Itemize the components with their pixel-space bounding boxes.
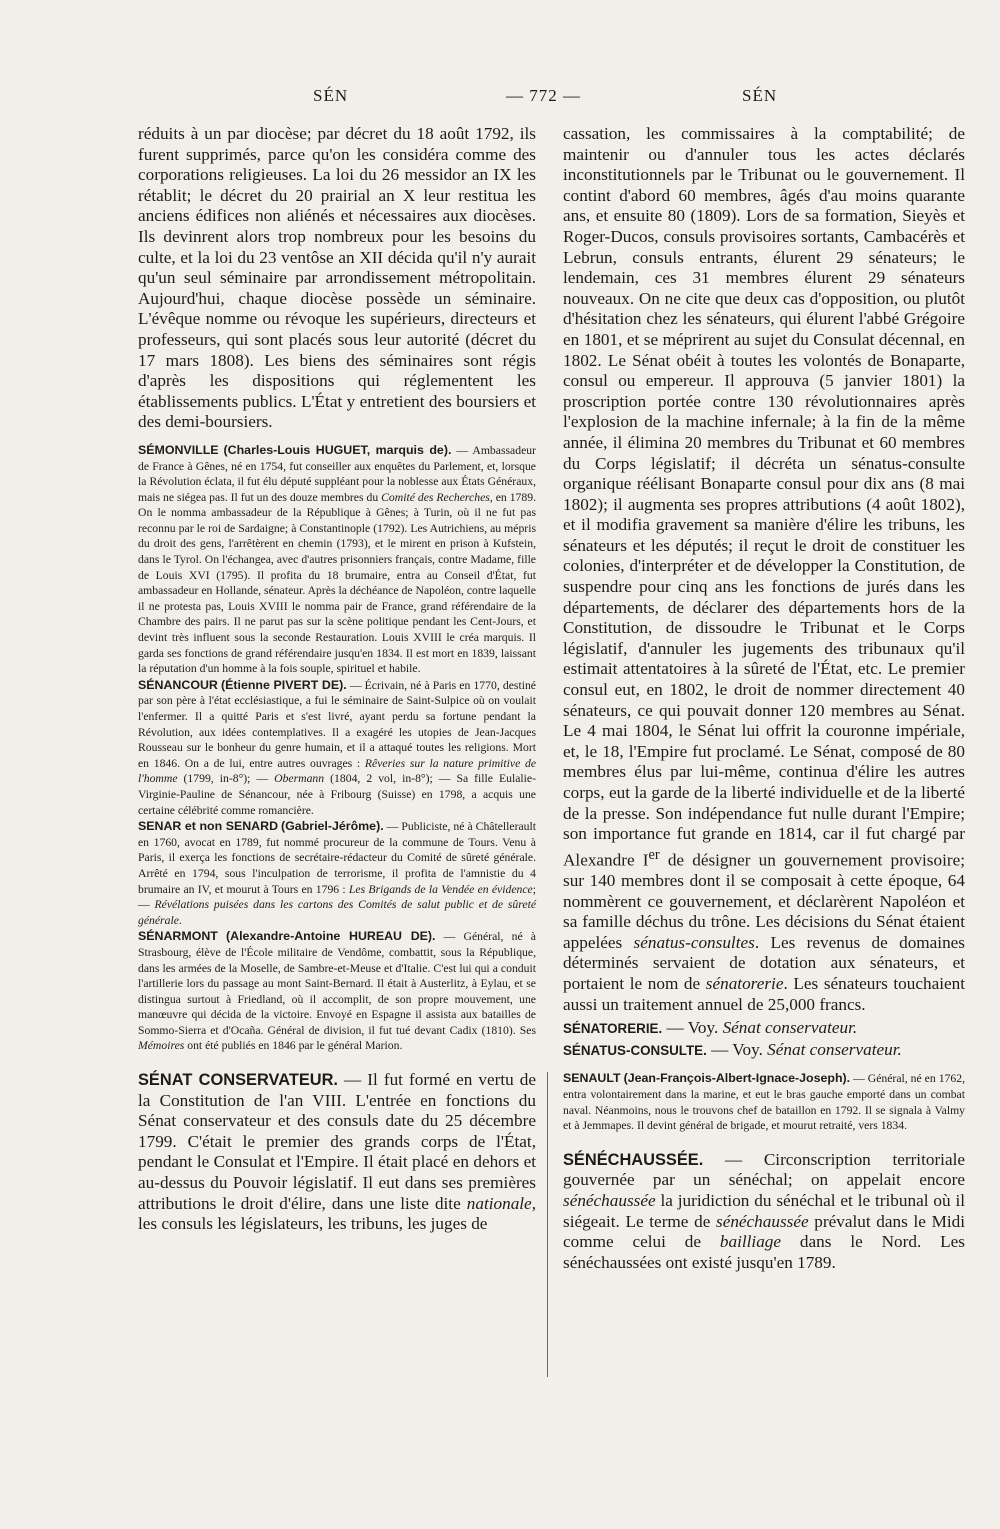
entry-senat-conservateur: SÉNAT CONSERVATEUR. — Il fut formé en vertu de la Constitution de l'an VIII. L'entrée en fonctions du Sénat conservateur et des consuls date du 25 décembre 1799. C'était le premier des grands corps de l'État, pendant le Consulat et l'Empire. Il était placé en dehors et au-dessus du Pouvoir législatif. Il eut dans ses premières attributions le droit d'élire, dans une liste dite nationale, les consuls les législateurs, les tribuns, les juges de	[138, 1070, 537, 1234]
headword-senarmont: SÉNARMONT	[138, 929, 218, 944]
page-number: — 772 —	[506, 86, 581, 105]
right-column	[563, 124, 965, 1273]
headword-semonville-name: (Charles-Louis HUGUET, marquis de).	[223, 442, 452, 457]
header-right: SÉN	[742, 86, 778, 105]
left-column	[138, 124, 536, 1235]
running-header	[130, 86, 778, 116]
headword-senatorerie: SÉNATORERIE.	[563, 1021, 663, 1037]
headword-semonville: SÉMONVILLE	[138, 442, 219, 457]
entry-senault: SENAULT (Jean-François-Albert-Ignace-Joseph). — Général, né en 1762, entra volontairement dans la marine, et eut le bras gauche emporté dans un combat naval. Néanmoins, nous le trouvons chef de bataillon en 1792. Il se signala à Valmy et à Jemmapes. Il devint général de brigade, et mourut retraité, vers 1834.	[563, 1071, 965, 1133]
entry-senarmont: SÉNARMONT (Alexandre-Antoine HUREAU DE). — Général, né à Strasbourg, élève de l'École militaire de Vendôme, combattit, sous la République, dans les armées de la Moselle, de Sambre-et-Meuse et d'Italie. C'est lui qui a conduit l'artillerie lors du passage au mont Saint-Bernard. Il était à Austerlitz, à Eylau, et se distingua surtout à Friedland, où il accomplit, de son propre mouvement, une manœuvre qui décida de la victoire. Envoyé en Espagne il assista aux batailles de Sommo-Sierra et d'Ocaña. Général de division, il fut tué devant Cadix (1810). Ses Mémoires ont été publiés en 1846 par le général Marion.	[138, 929, 536, 1053]
paragraph-senat-continued: cassation, les commissaires à la comptabilité; de maintenir ou d'annuler tous les actes déclarés inconstitutionnels par le Tribunat ou le gouvernement. Il contint d'abord 60 membres, âgés d'au moins quarante ans, et ensuite 80 (1809). Lors de sa formation, Sieyès et Roger-Ducos, consuls provisoires sortants, Cambacérès et Lebrun, consuls entrants, élurent 29 sénateurs; le lendemain, ces 31 membres élurent 29 sénateurs nouveaux. On ne cite que deux cas d'opposition, ou plutôt d'hésitation chez les sénateurs, qui élurent l'abbé Grégoire en 1801, et se méprirent au sujet du Consulat décennal, en 1802. Le Sénat obéit à toutes les volontés de Bonaparte, consul ou empereur. Il approuva (5 janvier 1801) la proscription portée contre 130 révolutionnaires après l'explosion de la machine infernale; à la fin de la même année, il élimina 20 membres du Tribunat et 60 membres du Corps législatif; il décréta un sénatus-consulte organique réélisant Bonaparte consul pour dix ans (8 mai 1802); il augmenta ses propres attributions (4 août 1802), et il modifia gravement sa manière d'élire les tribuns, les sénateurs et les députés; il reçut le droit de constituer les colonies, d'interpréter et de développer la Constitution, de suspendre pour cinq ans les fonctions de jurés dans les départements, de déclarer des départements hors de la Constitution, de dissoudre le Tribunat et le Corps législatif, d'annuler les jugements des tribunaux qu'il estimait attentatoires à la sûreté de l'État, etc. Le premier consul eut, en 1802, le droit de nommer directement 40 sénateurs, ce qui pouvait donner 120 membres au Sénat. Le 4 mai 1804, le Sénat lui offrit la couronne impériale, et, le 18, l'Empire fut proclamé. Le Sénat, composé de 80 membres élus par lui-même, continua d'élire les autres corps, eut la garde de la liberté individuelle et de la liberté de la presse. Son indépendance fut nulle durant l'Empire; son importance fut grande en 1814, car il fut chargé par Alexandre Ier de désigner un gouvernement provisoire; sur 140 membres dont il se composait à cette époque, 64 nommèrent ce gouvernement, et déclarèrent Napoléon et sa famille déchus du trône. Les décisions du Sénat étaient appelées sénatus-consultes. Les revenus de domaines déterminés servaient de dotation aux sénateurs, et portaient le nom de sénatorerie. Les sénateurs touchaient aussi un traitement annuel de 25,000 francs.	[563, 124, 965, 1014]
headword-senar-name: (Gabriel-Jérôme).	[281, 819, 384, 834]
headword-senault-name: (Jean-François-Albert-Ignace-Joseph).	[623, 1071, 851, 1086]
entry-senar: SENAR et non SENARD (Gabriel-Jérôme). — Publiciste, né à Châtellerault en 1760, avocat en 1789, fut nommé procureur de la commune de Tours. Venu à Paris, il exerça les fonctions de secrétaire-rédacteur du Comité de sûreté générale. Arrêté en 1794, sous l'inculpation de terrorisme, il profita de l'amnistie du 4 brumaire an IV, et mourut à Tours en 1796 : Les Brigands de la Vendée en évidence; — Révélations puisées dans les cartons des Comités de salut public et de sûreté générale.	[138, 819, 537, 927]
entry-senatus-consulte: SÉNATUS-CONSULTE. — Voy. Sénat conservateur.	[563, 1039, 902, 1059]
entry-senancour: SÉNANCOUR (Étienne PIVERT DE). — Écrivain, né à Paris en 1770, destiné par son père à l'état ecclésiastique, a fui le séminaire de Saint-Sulpice où on voulait l'enfermer. Il a quitté Paris et s'est livré, ayant perdu sa fortune pendant la Révolution, aux idées contemplatives. Il a exagéré les utopies de Jean-Jacques Rousseau sur le bonheur du genre humain, et il a attaqué toutes les religions. Mort en 1846. On a de lui, entre autres ouvrages : Rêveries sur la nature primitive de l'homme (1799, in-8°); — Obermann (1804, 2 vol, in-8°); — Sa fille Eulalie-Virginie-Pauline de Sénancour, née à Fribourg (Suisse) en 1798, a acquis une certaine célébrité comme romancière.	[138, 677, 537, 817]
headword-senancour-name: (Étienne PIVERT DE).	[221, 677, 347, 692]
entry-senechaussee: SÉNÉCHAUSSÉE. — Circonscription territoriale gouvernée par un sénéchal; on appelait encore sénéchaussée la juridiction du sénéchal et le tribunal où il siégeait. Le terme de sénéchaussée prévalut dans le Midi comme celui de bailliage dans le Nord. Les sénéchaussées ont existé jusqu'en 1789.	[563, 1149, 965, 1272]
entry-semonville: SÉMONVILLE (Charles-Louis HUGUET, marquis de). — Ambassadeur de France à Gênes, né en 1754, fut conseiller aux enquêtes du Parlement, et, lorsque la Révolution éclata, il fut élu député suppléant pour la noblesse aux États Généraux, mais ne siégea pas. Il fut un des douze membres du Comité des Recherches, en 1789. On le nomma ambassadeur de la République à Gênes; à Turin, où il ne fut pas reconnu par le roi de Sardaigne; à Constantinople (1792). Les Autrichiens, au mépris du droit des gens, l'arrêtèrent en chemin (1793), et le mirent en prison à Kufstein, dans le Tyrol. On l'échangea, avec d'autres prisonniers français, contre Madame, fille de Louis XVI (1795). Il profita du 18 brumaire, entra au Conseil d'État, fut ambassadeur en Hollande, sénateur. Après la déchéance de Napoléon, contre laquelle il ne protesta pas, Louis XVIII le nomma pair de France, grand référendaire de la Chambre des pairs. Il ne parut pas sur la scène politique pendant les Cent-Jours, et devint très influent sous la seconde Restauration. Louis XVIII le créa marquis. Il garda ses fonctions de grand référendaire jusqu'en 1834. Il est mort en 1839, laissant la réputation d'un homme à la fois souple, spirituel et habile.	[138, 442, 537, 676]
header-left: SÉN	[313, 86, 349, 105]
paragraph-seminaire-continued: réduits à un par diocèse; par décret du 18 août 1792, ils furent supprimés, parce qu'on les considéra comme des corporations religieuses. La loi du 26 messidor an IX les rétablit; le décret du 20 prairial an X leur restitua les anciens édifices non aliénés et nécessaires aux diocèses. Ils devinrent alors trop nombreux pour les besoins du culte, et la loi du 23 ventôse an XII décida qu'il n'y aurait qu'un seul séminaire par arrondissement métropolitain. Aujourd'hui, chaque diocèse possède un séminaire. L'évêque nomme ou révoque les supérieurs, directeurs et professeurs, qui sont placés sous leur autorité (décret du 17 mars 1808). Les biens des séminaires sont régis d'après les dispositions qui réglementent les établissements publics. L'État y entretient des boursiers et des demi-boursiers.	[138, 124, 536, 432]
headword-senat-conservateur: SÉNAT CONSERVATEUR.	[138, 1071, 338, 1090]
column-divider	[547, 1072, 548, 1377]
headword-senechaussee: SÉNÉCHAUSSÉE.	[563, 1150, 704, 1169]
headword-senancour: SÉNANCOUR	[138, 677, 218, 692]
headword-senatus-consulte: SÉNATUS-CONSULTE.	[563, 1042, 707, 1058]
headword-senault: SENAULT	[563, 1071, 621, 1086]
entry-senatorerie: SÉNATORERIE. — Voy. Sénat conservateur.	[563, 1018, 858, 1038]
headword-senarmont-name: (Alexandre-Antoine HUREAU DE).	[226, 929, 436, 944]
headword-senar: SENAR et non SENARD	[138, 819, 279, 834]
